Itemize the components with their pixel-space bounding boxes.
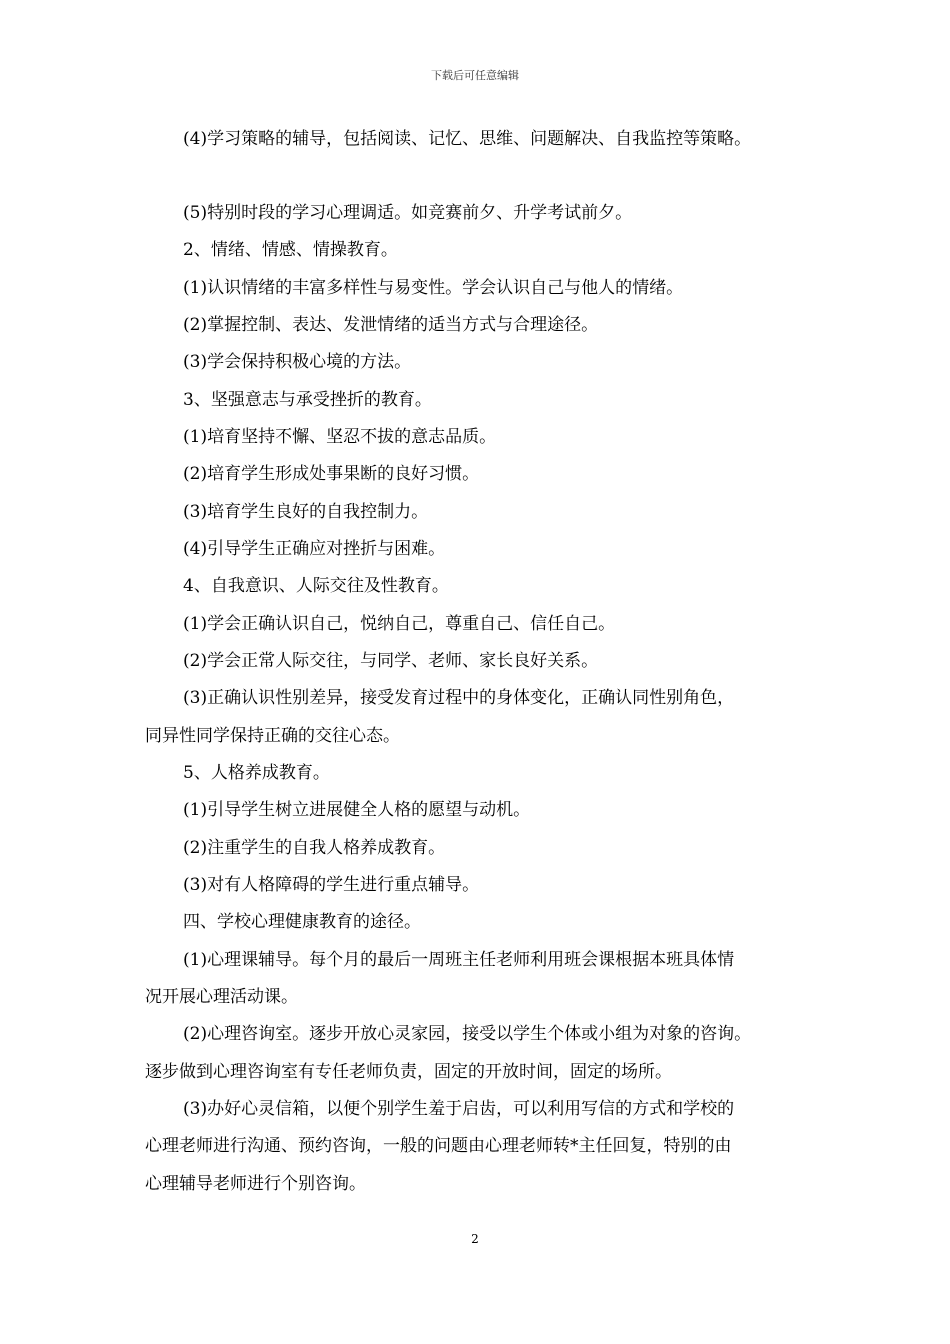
section-heading: 3、坚强意志与承受挫折的教育。 (183, 390, 432, 410)
paragraph-line: (5)特别时段的学习心理调适。如竞赛前夕、升学考试前夕。 (183, 203, 633, 223)
section-heading: 2、情绪、情感、情操教育。 (183, 240, 398, 260)
section-heading: 4、自我意识、人际交往及性教育。 (183, 576, 449, 596)
paragraph-line: 况开展心理活动课。 (145, 987, 298, 1007)
paragraph-line: 心理老师进行沟通、预约咨询，一般的问题由心理老师转*主任回复，特别的由 (145, 1136, 732, 1156)
paragraph-line: (4)引导学生正确应对挫折与困难。 (183, 539, 446, 559)
paragraph-line: 同异性同学保持正确的交往心态。 (145, 726, 400, 746)
paragraph-line: (3)培育学生良好的自我控制力。 (183, 502, 429, 522)
section-heading: 5、人格养成教育。 (183, 763, 330, 783)
paragraph-line: (1)培育坚持不懈、坚忍不拔的意志品质。 (183, 427, 497, 447)
paragraph-line: (4)学习策略的辅导，包括阅读、记忆、思维、问题解决、自我监控等策略。 (183, 129, 752, 149)
paragraph-line: (1)引导学生树立进展健全人格的愿望与动机。 (183, 800, 531, 820)
paragraph-line: (1)心理课辅导。每个月的最后一周班主任老师利用班会课根据本班具体情 (183, 950, 735, 970)
paragraph-line: (3)学会保持积极心境的方法。 (183, 352, 412, 372)
paragraph-line: (2)心理咨询室。逐步开放心灵家园，接受以学生个体或小组为对象的咨询。 (183, 1024, 752, 1044)
page-header: 下载后可任意编辑 (431, 69, 519, 82)
paragraph-line: (1)学会正确认识自己，悦纳自己，尊重自己、信任自己。 (183, 614, 616, 634)
paragraph-line: 心理辅导老师进行个别咨询。 (145, 1174, 366, 1194)
paragraph-line: (3)正确认识性别差异，接受发育过程中的身体变化，正确认同性别角色， (183, 688, 735, 708)
paragraph-line: (2)掌握控制、表达、发泄情绪的适当方式与合理途径。 (183, 315, 599, 335)
paragraph-line: (3)办好心灵信箱，以便个别学生羞于启齿，可以利用写信的方式和学校的 (183, 1099, 735, 1119)
paragraph-line: (3)对有人格障碍的学生进行重点辅导。 (183, 875, 480, 895)
paragraph-line: 逐步做到心理咨询室有专任老师负责，固定的开放时间，固定的场所。 (145, 1062, 672, 1082)
paragraph-line: (2)培育学生形成处事果断的良好习惯。 (183, 464, 480, 484)
section-heading: 四、学校心理健康教育的途径。 (183, 912, 421, 932)
paragraph-line: (1)认识情绪的丰富多样性与易变性。学会认识自己与他人的情绪。 (183, 278, 684, 298)
paragraph-line: (2)注重学生的自我人格养成教育。 (183, 838, 446, 858)
page-number: 2 (471, 1232, 479, 1246)
paragraph-line: (2)学会正常人际交往，与同学、老师、家长良好关系。 (183, 651, 599, 671)
